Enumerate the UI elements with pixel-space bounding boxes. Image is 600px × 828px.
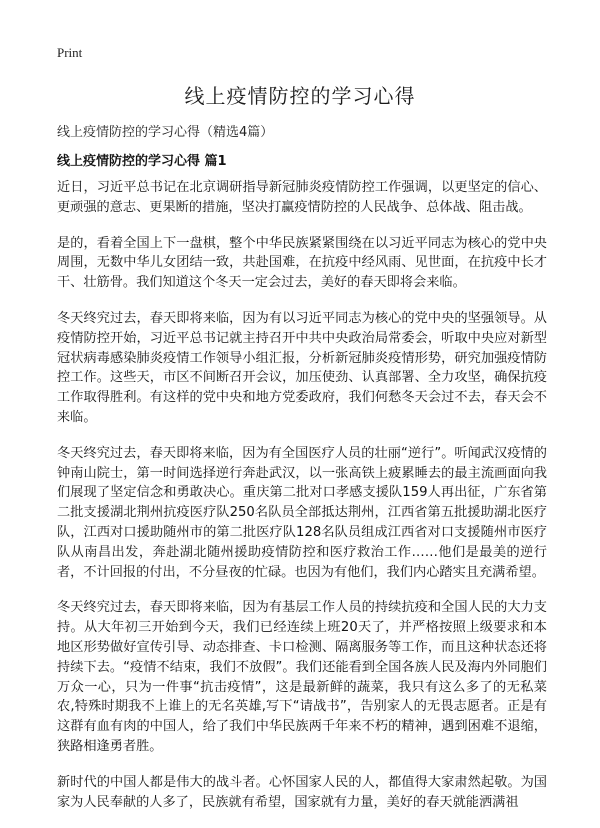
section-heading: 线上疫情防控的学习心得 篇1 <box>57 154 227 169</box>
paragraph: 近日，习近平总书记在北京调研指导新冠肺炎疫情防控工作强调，以更坚定的信心、更顽强的意志、更果断的措施，坚决打赢疫情防控的人民战争、总体战、阻击战。 <box>57 180 547 215</box>
paragraph: 冬天终究过去，春天即将来临，因为有以习近平同志为核心的党中央的坚强领导。从疫情防控开始，习近平总书记就主持召开中共中央政治局常委会，听取中央应对新型冠状病毒感染肺炎疫情工作领导小组汇报，分析新冠肺炎疫情形势，研究加强疫情防控工作。这些天，市区不间断召开会议，加压使劲、认真部署、全力攻坚，确保抗疫工作取得胜利。有这样的党中央和地方党委政府，我们何愁冬天会过不去，春天会不来临。 <box>57 310 547 425</box>
document-subtitle: 线上疫情防控的学习心得（精选4篇） <box>57 125 274 140</box>
paragraph: 冬天终究过去，春天即将来临，因为有全国医疗人员的壮丽“逆行”。听闻武汉疫情的钟南山院士，第一时间选择逆行奔赴武汉，以一张高铁上疲累睡去的最主流画面向我们展现了坚定信念和勇敢决心。重庆第二批对口孝感支援队159人再出征，广东省第二批支援湖北荆州抗疫医疗队250名队员全部抵达荆州，江西省第五批援助湖北医疗队，江西对口援助随州市的第二批医疗队128名队员组成江西省对口支援随州市医疗队从南昌出发，奔赴湖北随州援助疫情防控和医疗救治工作……他们是最美的逆行者，不计回报的付出，不分昼夜的忙碌。也因为有他们，我们内心踏实且充满希望。 <box>57 445 547 580</box>
article-body <box>57 178 547 828</box>
print-link[interactable]: Print <box>57 45 83 60</box>
document-title: 线上疫情防控的学习心得 <box>184 84 416 108</box>
paragraph: 冬天终究过去，春天即将来临，因为有基层工作人员的持续抗疫和全国人民的大力支持。从大年初三开始到今天，我们已经连续上班20天了，并严格按照上级要求和本地区形势做好宣传引导、动态排查、卡口检测、隔离服务等工作，而且这种状态还将持续下去。“疫情不结束，我们不放假”。我们还能看到全国各族人民及海内外同胞们万众一心，只为一件事“抗击疫情”，这是最新鲜的蔬菜，我只有这么多了的无私菜农,特殊时期我不上谁上的无名英雄,写下“请战书”，告别家人的无畏志愿者。正是有这群有血有肉的中国人，给了我们中华民族两千年来不朽的精神，遇到困难不退缩，狭路相逢勇者胜。 <box>57 600 547 754</box>
paragraph: 是的，看着全国上下一盘棋，整个中华民族紧紧围绕在以习近平同志为核心的党中央周围，无数中华儿女团结一致，共赴国难，在抗疫中经风雨、见世面，在抗疫中长才干、壮筋骨。我们知道这个冬天一定会过去，美好的春天即将会来临。 <box>57 235 547 291</box>
paragraph: 新时代的中国人都是伟大的战斗者。心怀国家人民的人，都值得大家肃然起敬。为国家为人民奉献的人多了，民族就有希望，国家就有力量，美好的春天就能洒满祖 <box>57 774 547 810</box>
